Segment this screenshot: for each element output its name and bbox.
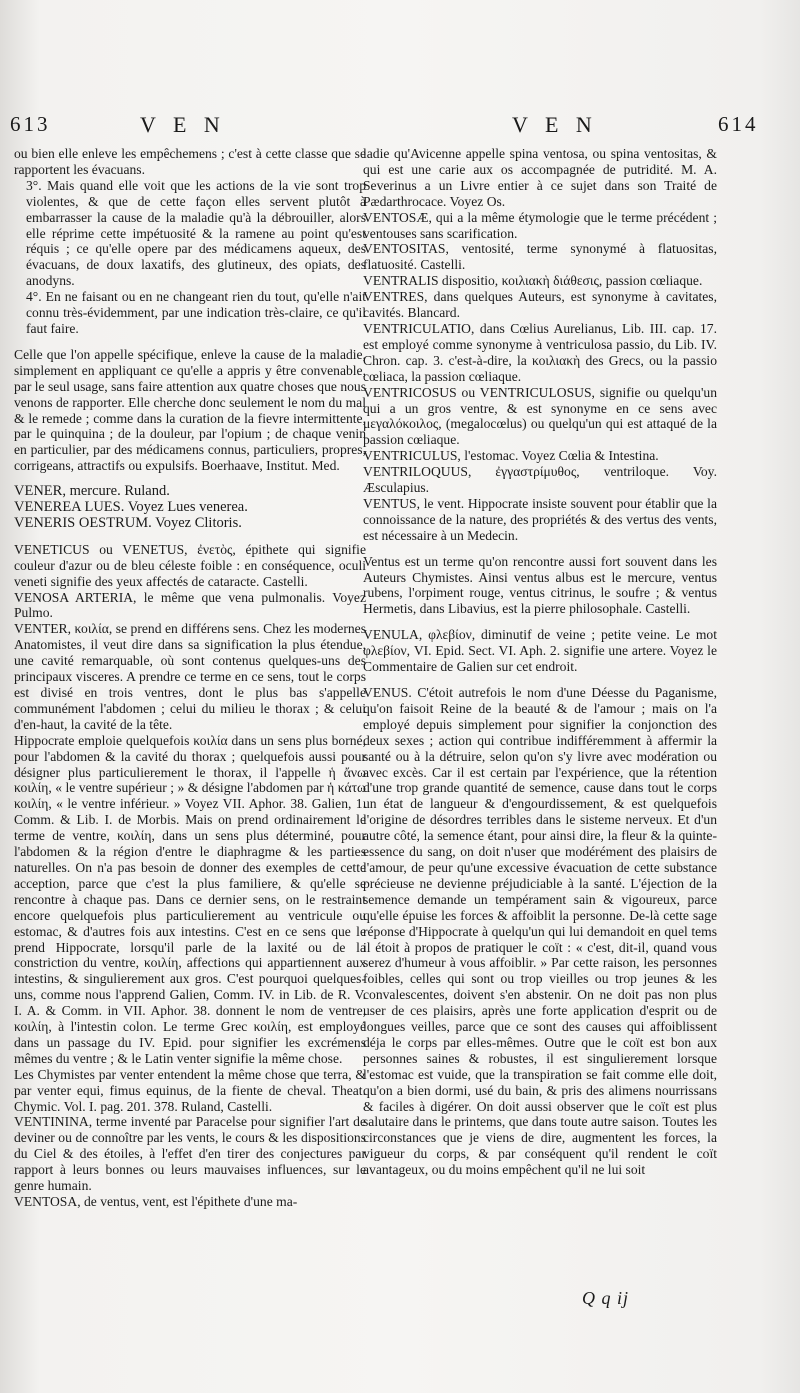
dictionary-entry: VENTRICULATIO, dans Cœlius Aurelianus, Lib. III. cap. 17. est employé comme synonyme à ventriculosa passio, du Lib. IV. Chron. cap. 3. c'est-à-dire, la κοιλιακὴ des Grecs, ou la passio cœliaca, la passion cœliaque. — [363, 320, 717, 384]
dictionary-entry: VENTOSÆ, qui a la même étymologie que le terme précédent ; ventouses sans scarification. — [363, 209, 717, 241]
page-number-right: 614 — [718, 112, 759, 136]
paragraph: 3°. Mais quand elle voit que les actions de la vie sont trop violentes, & que de cette façon elles servent plutôt à embarrasser la cause de la maladie qu'à la débrouiller, alors elle réprime cette impétuosité & la ramene au point qu'est réquis ; ce qu'elle opere par des médicamens aqueux, des évacuans, de doux laxatifs, des glutineux, des opiats, des anodyns. — [26, 177, 366, 289]
dictionary-entry: VENTOSITAS, ventosité, terme synonymé à flatuositas, flatuosité. Castelli. — [363, 241, 717, 273]
running-headword-left: V E N — [140, 112, 226, 137]
dictionary-entry: VENUS. C'étoit autrefois le nom d'une Déesse du Paganisme, qu'on faisoit Reine de la beauté & de l'amour ; mais on l'a employé depuis simplement pour signifier la conjonction des deux sexes ; action qui contribue indifféremment à affermir la santé ou à la détruire, selon qu'on s'y livre avec modération ou avec excès. Car il est certain par l'expérience, que la rétention d'une trop grande quantité de semence, cause dans tout le corps un état de langueur & d'engourdissement, & est quelquefois l'origine de désordres terribles dans le sisteme nerveux. Et d'un autre côté, la semence étant, pour ainsi dire, la fleur & la quinte-essence du sang, on doit n'user que modérément des plaisirs de l'amour, de peur qu'une excessive évacuation de cette substance précieuse ne devienne préjudiciable à la santé. L'éjection de la semence demande un tempérament sain & vigoureux, parce qu'elle épuise les forces & affoiblit la personne. De-là cette sage réponse d'Hippocrate à quelqu'un qui lui demandoit en quel tems il étoit à propos de pratiquer le coït : « c'est, dit-il, quand vous serez d'humeur à vous affoiblir. » Par cette raison, les personnes foibles, celles qui sont ou trop vieilles ou trop jeunes & les convalescentes, doivent s'en abstenir. On ne doit pas non plus user de ces plaisirs, après une forte application d'esprit ou de longues veilles, parce que ce sont des causes qui affoiblissent déja le corps par elles-mêmes. Outre que le coït est bon aux personnes saines & robustes, il est singulierement lorsque l'estomac est vuide, que la transpiration se fait comme elle doit, qu'on a bien dormi, usé du bain, & pris des alimens nourrissans & faciles à digérer. On doit aussi observer que le coït est plus salutaire dans le printems, que dans toute autre saison. Toutes les circonstances que je viens de dire, augmentent les forces, la vigueur du corps, & par conséquent qu'il rendent le coït avantageux, ou du moins empêchent qu'il ne lui soit — [363, 685, 717, 1178]
dictionary-entry: VENEREA LUES. Voyez Lues venerea. — [14, 499, 248, 516]
paragraph: Ventus est un terme qu'on rencontre aussi fort souvent dans les Auteurs Chymistes. Ainsi ventus albus est le mercure, ventus rubens, l'orpiment rouge, ventus citrinus, le soufre ; & ventus Hermetis, dans Libavius, est la pierre philosophale. Castelli. — [363, 553, 717, 617]
dictionary-entry: VENTRILOQUUS, ἐγγαστρίμυθος, ventriloque. Voy. Æsculapius. — [363, 464, 717, 496]
signature-mark: Q q ij — [582, 1288, 630, 1308]
dictionary-entry: VENTRES, dans quelques Auteurs, est synonyme à cavitates, cavités. Blancard. — [363, 289, 717, 321]
paragraph: 4°. En ne faisant ou en ne changeant rien du tout, qu'elle n'ait connu très-évidemment, par une indication très-claire, ce qu'il faut faire. — [26, 289, 366, 336]
dictionary-entry: VENTININA, terme inventé par Paracelse pour signifier l'art de deviner ou de connoître par les vents, le cours & les dispositions du Ciel & des étoiles, à l'effet d'en tirer des conjectures par rapport à leurs bonnes ou leurs mauvaises influences, sur le genre humain. — [14, 1114, 366, 1194]
paragraph: Celle que l'on appelle spécifique, enleve la cause de la maladie, simplement en appliquant ce qu'elle a appris y être convenable, par le seul usage, sans faire attention aux quatre choses que nous venons de rapporter. Elle cherche donc seulement le nom du mal & le remede ; comme dans la curation de la fievre intermittente, par le quinquina ; de la douleur, par l'opium ; de chaque venin en particulier, par des médicamens connus, particuliers, propres, corrigeans, attractifs ou expulsifs. Boerhaave, Institut. Med. — [14, 346, 366, 474]
dictionary-entry: VENTRICULUS, l'estomac. Voyez Cœlia & Intestina. — [363, 448, 659, 464]
dictionary-entry: VENTER, κοιλία, se prend en différens sens. Chez les modernes Anatomistes, il veut dire dans sa signification la plus étendue, une cavité remarquable, où sont contenus quelques-uns des principaux visceres. A prendre ce terme en ce sens, tout le corps est divisé en trois ventres, dont le plus bas s'appelle communément l'abdomen ; celui du milieu le thorax ; & celui d'en-haut, la cavité de la tête. — [14, 621, 366, 732]
paragraph: Hippocrate emploie quelquefois κοιλία dans un sens plus borné, pour l'abdomen & la cavité du thorax ; quelquefois aussi pour désigner plus particulierement le thorax, il l'appelle ἡ ἄνω κοιλίη, « le ventre supérieur ; » & désigne l'abdomen par ἡ κάτω κοιλίη, « le ventre inférieur. » Voyez VII. Aphor. 38. Galien, 1. Comm. & Lib. I. de Morbis. Mais on prend ordinairement le terme de ventre, κοιλίη, dans un sens plus déterminé, pour l'abdomen & la région d'entre le diaphragme & les parties naturelles. On n'a pas besoin de donner des exemples de cette acception, parce que c'est la plus familiere, & qu'elle se rencontre à chaque pas. Dans ce dernier sens, on le restraint encore quelquefois plus particulierement au ventricule ou estomac, & d'autres fois aux intestins. C'est en ce sens que le prend Hippocrate, lorsqu'il parle de la laxité ou de la constriction du ventre, κοιλίη, affections qui appartiennent aux intestins, & singulierement aux gros. C'est pourquoi quelques-uns, comme nous l'apprend Galien, Comm. IV. in Lib. de R. V. I. A. & Comm. in VII. Aphor. 38. donnent le nom de ventre, κοιλίη, à l'intestin colon. Le terme Grec κοιλίη, est employé dans un passage du IV. Epid. pour signifier les excrémens mêmes du ventre ; & le Latin venter signifie la même chose. — [14, 732, 366, 1066]
dictionary-entry: VENETICUS ou VENETUS, ἐνετὸς, épithete qui signifie couleur d'azur ou de bleu céleste foible : en conséquence, oculi veneti signifie des yeux affectés de cataracte. Castelli. — [14, 541, 366, 589]
column-left — [14, 146, 366, 1210]
dictionary-entry: VENTUS, le vent. Hippocrate insiste souvent pour établir que la connoissance de la nature, des propriétés & des vertus des vents, est nécessaire à un Medecin. — [363, 495, 717, 543]
paragraph: Les Chymistes par venter entendent la même chose que terra, & par venter equi, fimus equinus, de la fiente de cheval. Theat. Chymic. Vol. I. pag. 201. 378. Ruland, Castelli. — [14, 1066, 366, 1114]
dictionary-entry: VENER, mercure. Ruland. — [14, 483, 170, 500]
paragraph: ou bien elle enleve les empêchemens ; c'est à cette classe que se rapportent les évacuans. — [14, 146, 366, 177]
dictionary-entry: VENERIS OESTRUM. Voyez Clitoris. — [14, 514, 242, 531]
dictionary-entry: VENTRICOSUS ou VENTRICULOSUS, signifie ou quelqu'un qui a un gros ventre, & est synonyme en ce sens avec μεγαλόκοιλος, (megalocœlus) ou quelqu'un qui est attaqué de la passion cœliaque. — [363, 384, 717, 448]
dictionary-entry: VENOSA ARTERIA, le même que vena pulmonalis. Voyez Pulmo. — [14, 589, 366, 621]
paragraph: ladie qu'Avicenne appelle spina ventosa, ou spina ventositas, & qui est une carie aux os accompagnée de putridité. M. A. Severinus a un Livre entier à ce sujet dans son Traité de Pædarthrocace. Voyez Os. — [363, 146, 717, 209]
page-number-left: 613 — [10, 112, 51, 136]
column-right — [363, 146, 717, 1178]
dictionary-entry: VENTRALIS dispositio, κοιλιακὴ διάθεσις, passion cœliaque. — [363, 273, 703, 289]
running-header — [0, 112, 800, 144]
dictionary-entry: VENULA, φλεβίον, diminutif de veine ; petite veine. Le mot φλεβίον, VI. Epid. Sect. VI. Aph. 2. signifie une artere. Voyez le Commentaire de Galien sur cet endroit. — [363, 627, 717, 675]
dictionary-entry: VENTOSA, de ventus, vent, est l'épithete d'une ma- — [14, 1194, 298, 1209]
running-headword-right: V E N — [512, 112, 598, 137]
